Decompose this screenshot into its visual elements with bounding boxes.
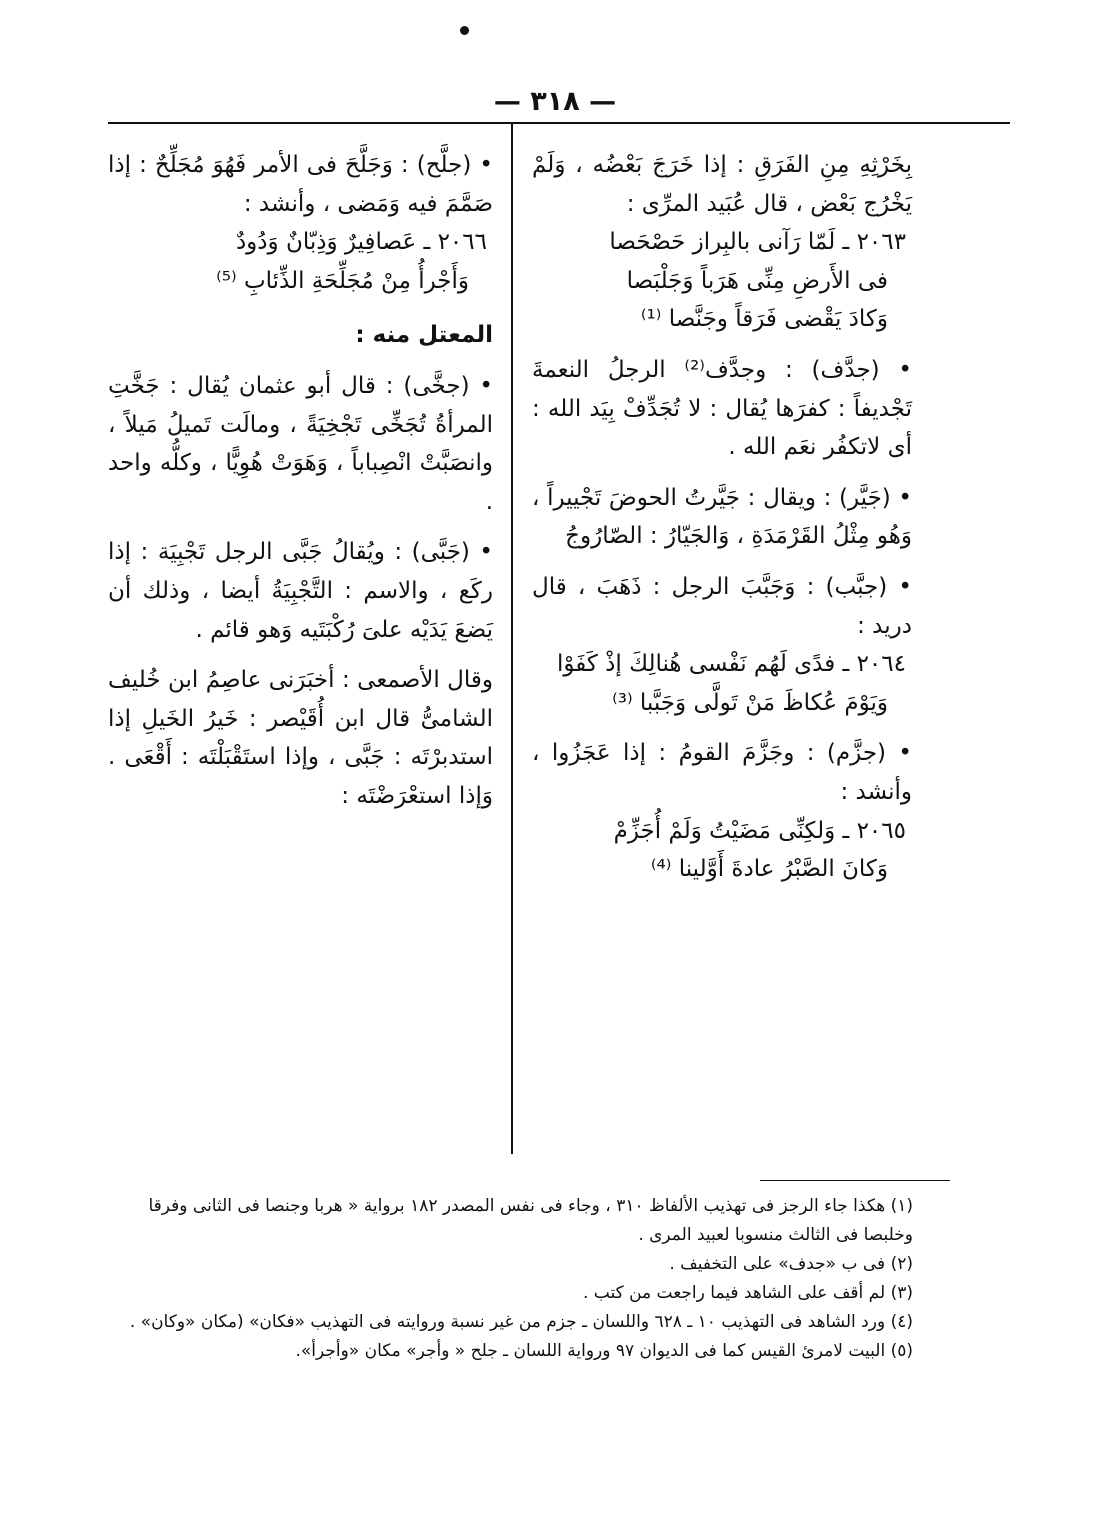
verse-line: ٢٠٦٤ ـ فدًى لَهُم نَفْسى هُنالِكَ إذْ كَفَوْا bbox=[556, 651, 906, 678]
verse-2066 bbox=[108, 223, 493, 300]
page-number: — ٣١٨ — bbox=[493, 86, 617, 117]
header-rule bbox=[108, 122, 1010, 124]
left-column bbox=[108, 146, 493, 816]
verse-line: ٢٠٦٦ ـ عَصافِيرٌ وَذِبّانٌ وَدُودٌ bbox=[235, 229, 487, 256]
verse-line: وَيَوْمَ عُكاظَ مَنْ تَولَّى وَجَبَّبا ⁽³⁾ bbox=[612, 689, 888, 716]
verse-2063 bbox=[532, 223, 912, 339]
verse-2065 bbox=[532, 812, 912, 889]
entry-jabbab: • (جبَّب) : وَجَبَّبَ الرجل : ذَهَبَ ، قال دريد : bbox=[532, 573, 912, 639]
entry-jayyar: • (جَيَّر) : ويقال : جَيَّرتُ الحوضَ تَجْييراً ، وَهُو مِثْلُ القَرْمَدَةِ ، وَالجَيّارُ : الصّارُوجُ bbox=[532, 484, 912, 550]
verse-line: فى الأَرضِ مِنِّى هَرَباً وَجَلْبَصا bbox=[626, 267, 888, 294]
entry-jabba: • (جَبَّى) : ويُقالُ جَبَّى الرجل تَجْبِيَة : إذا ركَع ، والاسم : التَّجْبِيَةُ أيضا ، وذلك أن يَضعَ يَدَيْه علىَ رُكْبَتَيه وَهو قائم . bbox=[108, 539, 493, 643]
verse-line: وَأَجْرأُ مِنْ مُجَلِّحَةِ الذِّئابِ ⁽⁵⁾ bbox=[216, 267, 469, 294]
entry-asmai: وقال الأصمعى : أخبَرَنى عاصِمُ ابن خُليف الشامىُّ قال ابن أُقَيْصر : خَيرُ الخَيلِ إذا استدبرْتَه : جَبَّى ، وإذا استَقْبَلْتَه : أَقْعَى . وَإذا استعْرَضْتَه : bbox=[108, 667, 493, 809]
footnote-rule bbox=[760, 1180, 950, 1181]
verse-line: وَكادَ يَقْضى فَرَقاً وجَنَّصا ⁽¹⁾ bbox=[640, 306, 888, 333]
verse-line: وَكانَ الصَّبْرُ عادةَ أَوَّلينا ⁽⁴⁾ bbox=[650, 856, 888, 883]
page-dot-mark bbox=[460, 26, 469, 35]
footnotes bbox=[108, 1192, 913, 1366]
right-column bbox=[532, 146, 912, 889]
verse-2064 bbox=[532, 645, 912, 722]
entry-jakhkha: • (جخَّى) : قال أبو عثمان يُقال : جَخَّتِ المرأةُ تُجَخِّى تَجْخِيَةً ، ومالَت تَميلُ مَيلاً ، وانصَبَّتْ انْصِباباً ، وَهَوَتْ هُوِيًّا ، وكلُّه واحد . bbox=[108, 372, 493, 515]
section-heading: المعتل منه : bbox=[355, 322, 493, 349]
entry-intro: بِخَرْثِهِ مِنِ الفَرَقِ : إذا خَرَجَ بَعْضُه ، وَلَمْ يَخْرُج بَعْض ، قال عُبَيد المرِّى : bbox=[532, 152, 912, 217]
verse-line: ٢٠٦٥ ـ وَلكِنِّى مَضَيْتُ وَلَمْ أُجَزِّمْ bbox=[613, 817, 906, 844]
footnote: (٣) لم أقف على الشاهد فيما راجعت من كتب . bbox=[582, 1283, 913, 1303]
footnote: (٥) البيت لامرئ القيس كما فى الديوان ٩٧ ورواية اللسان ـ جلح « وأجر» مكان «وأجرأ». bbox=[295, 1341, 913, 1361]
entry-jallah: • (جلَّح) : وَجَلَّحَ فى الأمر فَهُوَ مُجَلِّحٌ : إذا صَمَّمَ فيه وَمَضى ، وأنشد : bbox=[108, 152, 493, 217]
column-divider bbox=[511, 124, 513, 1154]
footnote: (٢) فى ب «جدف» على التخفيف . bbox=[669, 1254, 913, 1274]
verse-line: ٢٠٦٣ ـ لَمّا رَآنى بالبِراز حَصْحَصا bbox=[609, 229, 906, 256]
footnote: (٤) ورد الشاهد فى التهذيب ١٠ ـ ٦٢٨ واللسان ـ جزم من غير نسبة وروايته فى التهذيب «فكان» (مكان «وكان» . bbox=[129, 1312, 913, 1332]
entry-jazzam: • (جزَّم) : وجَزَّمَ القومُ : إذا عَجَزُوا ، وأنشد : bbox=[532, 740, 912, 805]
entry-jaddaf: • (جدَّف) : وجدَّف⁽²⁾ الرجلُ النعمةَ تَجْديفاً : كفرَها يُقال : لا تُجَدِّفْ بِيَد الله : أى لاتكفُر نعَم الله . bbox=[532, 356, 913, 461]
footnote: (١) هكذا جاء الرجز فى تهذيب الألفاظ ٣١٠ ، وجاء فى نفس المصدر ١٨٢ برواية « هربا وجنصا فى الثانى وفرقا وخلبصا فى الثالث منسوبا لعبيد المرى . bbox=[148, 1196, 913, 1245]
